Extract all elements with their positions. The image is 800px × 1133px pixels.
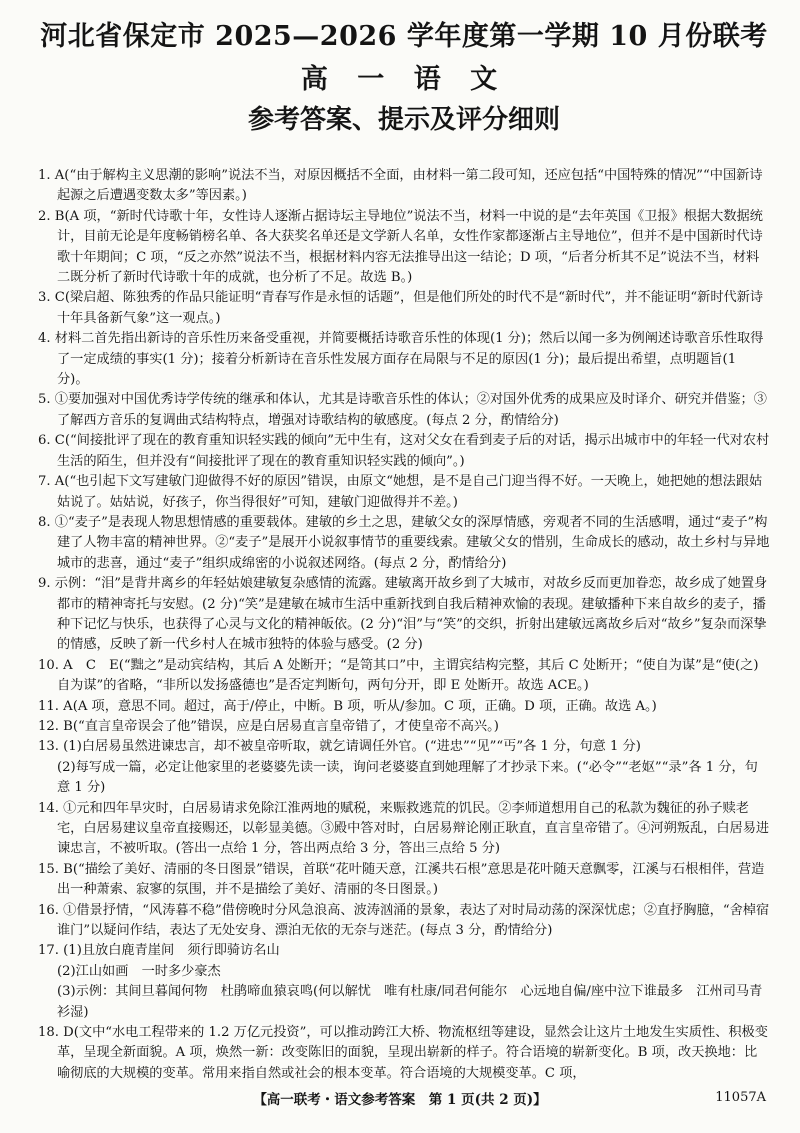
- answer-text: 16. ①借景抒情，“风涛暮不稳”借傍晚时分风急浪高、波涛汹涌的景象，表达了对时局动荡的深深忧虑；②直抒胸臆，“舍棹宿谁门”以疑问作结，表达了无处安身、漂泊无依的无奈与迷茫。(每点 3 分，酌情给分): [38, 902, 770, 939]
- answer-text: 6. C(“间接批评了现在的教育重知识轻实践的倾向”无中生有，这对父女在看到麦子后的对话，揭示出城市中的年轻一代对农村生活的陌生，但并没有“间接批评了现在的教育重知识轻实践的倾向”。): [38, 433, 770, 469]
- answer-item-q17: [38, 941, 770, 1023]
- answer-text: 9. 示例：“泪”是背井离乡的年轻姑娘建敏复杂感情的流露。建敏离开故乡到了大城市，对故乡反而更加眷恋，故乡成了她置身都市的精神寄托与安慰。(2 分)“笑”是建敏在城市生活中重新找到自我后精神欢愉的表现。建敏播种下来自故乡的麦子，播种下记忆与快乐，也获得了心灵与文化的精神皈依。(2 分)“泪”与“笑”的交织，折射出建敏远离故乡后对“故乡”复杂而深挚的情感，反映了新一代乡村人在城市独特的体验与感受。(2 分): [38, 576, 768, 653]
- answer-text: 8. ①“麦子”是表现人物思想情感的重要载体。建敏的乡土之思，建敏父女的深厚情感，旁观者不同的生活感喟，通过“麦子”构建了人物丰富的精神世界。②“麦子”是展开小说叙事情节的重要线索。建敏父女的惜别，生命成长的感动，故土乡村与异地城市的悲喜，通过“麦子”组织成绵密的小说叙述网络。(每点 2 分，酌情给分): [38, 514, 770, 571]
- answer-item-q5: [38, 390, 770, 431]
- answer-item-q14: [38, 799, 770, 860]
- answer-item-q12: [38, 717, 770, 737]
- answer-item-q8: [38, 513, 770, 574]
- answer-text: 3. C(梁启超、陈独秀的作品只能证明“青春写作是永恒的话题”，但是他们所处的时代不是“新时代”，并不能证明“新时代新诗十年具备新气象”这一观点。): [38, 290, 764, 326]
- answer-item-q16: [38, 901, 770, 942]
- document-code: 11057A: [715, 1090, 766, 1105]
- answer-item-q6: [38, 431, 770, 472]
- answer-list: [38, 166, 770, 1084]
- page-footer: 【高一联考・语文参考答案 第 1 页(共 2 页)】: [253, 1092, 547, 1108]
- answer-text: 13. (1)白居易虽然进谏忠言，却不被皇帝听取，就乞请调任外官。(“进忠”“见”“丐”各 1 分，句意 1 分): [38, 739, 641, 755]
- answer-text: 10. A C E(“黜之”是动宾结构，其后 A 处断开；“是笥其口”中，主谓宾结构完整，其后 C 处断开；“使自为谋”是“使(之)自为谋”的省略，“非所以发扬盛德也”是否定判断句，两句分开，即 E 处断开。故选 ACE。): [38, 657, 759, 694]
- answer-item-q11: [38, 697, 770, 717]
- answer-item-q1: [38, 166, 770, 207]
- answer-item-q15: [38, 860, 770, 901]
- document-subtitle: 参考答案、提示及评分细则: [247, 105, 560, 135]
- answer-item-q3: [38, 288, 770, 329]
- answer-item-q9: [38, 574, 770, 656]
- answer-text: 12. B(“直言皇帝误会了他”错误，应是白居易直言皇帝错了，才使皇帝不高兴。): [38, 718, 499, 734]
- answer-item-q10: [38, 656, 770, 697]
- answer-item-q18: [38, 1023, 770, 1084]
- answer-text: 17. (1)且放白鹿青崖间 须行即骑访名山: [38, 943, 280, 959]
- subject-title: 高 一 语 文: [300, 64, 508, 95]
- answer-text: 1. A(“由于解构主义思潮的影响”说法不当，对原因概括不全面，由材料一第二段可知，还应包括“中国特殊的情况”“中国新诗起源之后遭遇变数太多”等因素。): [38, 168, 763, 204]
- answer-text: 4. 材料二首先指出新诗的音乐性历来备受重视，并简要概括诗歌音乐性的体现(1 分)；然后以闻一多为例阐述诗歌音乐性取得了一定成绩的事实(1 分)；接着分析新诗在音乐性发展方面存在局限与不足的原因(1 分)；最后提出希望，点明题旨(1 分)。: [38, 331, 764, 388]
- answer-item-q7: [38, 472, 770, 513]
- answer-text: 7. A(“也引起下文写建敏门迎做得不好的原因”错误，由原文“她想，是不是自己门迎当得不好。一天晚上，她把她的想法跟姑姑说了。姑姑说，好孩子，你当得很好”可知，建敏门迎做得并不差。): [38, 474, 763, 510]
- answer-text: 11. A(A 项，意思不同。超过，高于/停止，中断。B 项，听从/参加。C 项，正确。D 项，正确。故选 A。): [38, 698, 657, 714]
- answer-text: 15. B(“描绘了美好、清丽的冬日图景”错误，首联“花叶随天意，江溪共石根”意思是花叶随天意飘零，江溪与石根相伴，营造出一种萧索、寂寥的氛围，并不是描绘了美好、清丽的冬日图景。): [38, 861, 765, 898]
- answer-text: (2)江山如画 一时多少豪杰: [57, 963, 221, 979]
- answer-text: 18. D(文中“水电工程带来的 1.2 万亿元投资”，可以推动跨江大桥、物流枢纽等建设，显然会让这片土地发生实质性、积极变革，呈现全新面貌。A 项，焕然一新：改变陈旧的面貌，呈现出崭新的样子。符合语境的崭新变化。B 项，改天换地：比喻彻底的大规模的变革。常用来指自然或社会的根本变革。符合语境的大规模变革。C 项，: [38, 1025, 768, 1081]
- exam-title: 河北省保定市 2025—2026 学年度第一学期 10 月份联考: [40, 21, 768, 52]
- answer-text: 14. ①元和四年旱灾时，白居易请求免除江淮两地的赋税，来赈救逃荒的饥民。②李师道想用自己的私款为魏征的孙子赎老宅，白居易建议皇帝直接赐还，以彰显美德。③殿中答对时，白居易辩论刚正耿直，直言皇帝错了。④河朔叛乱，白居易进谏忠言，不被听取。(答出一点给 1 分，答出两点给 3 分，答出三点给 5 分): [38, 800, 770, 857]
- answer-text: 2. B(A 项，“新时代诗歌十年，女性诗人逐渐占据诗坛主导地位”说法不当，材料一中说的是“去年英国《卫报》根据大数据统计，目前无论是年度畅销榜名单、各大获奖名单还是文学新人名单，女性作家都逐渐占主导地位”，但并不是中国新时代诗歌十年期间；C 项，“反之亦然”说法不当，根据材料内容无法推导出这一结论；D 项，“后者分析其不足”说法不当，材料二既分析了新时代诗歌十年的成就，也分析了不足。故选 B。): [38, 208, 763, 286]
- answer-item-q13: [38, 737, 770, 798]
- answer-text: 5. ①要加强对中国优秀诗学传统的继承和体认，尤其是诗歌音乐性的体认；②对国外优秀的成果应及时译介、研究并借鉴；③了解西方音乐的复调曲式结构特点，增强对诗歌结构的敏感度。(每点 2 分，酌情给分): [38, 392, 767, 428]
- answer-item-q2: [38, 207, 770, 289]
- answer-text: (2)每写成一篇，必定让他家里的老婆婆先读一读，询问老婆婆直到她理解了才抄录下来。(“必令”“老妪”“录”各 1 分，句意 1 分): [57, 759, 758, 796]
- answer-text: (3)示例：其间旦暮闻何物 杜鹃啼血猿哀鸣(何以解忧 唯有杜康/同君何能尔 心远地自偏/座中泣下谁最多 江州司马青衫湿): [57, 984, 763, 1020]
- answer-item-q4: [38, 329, 770, 390]
